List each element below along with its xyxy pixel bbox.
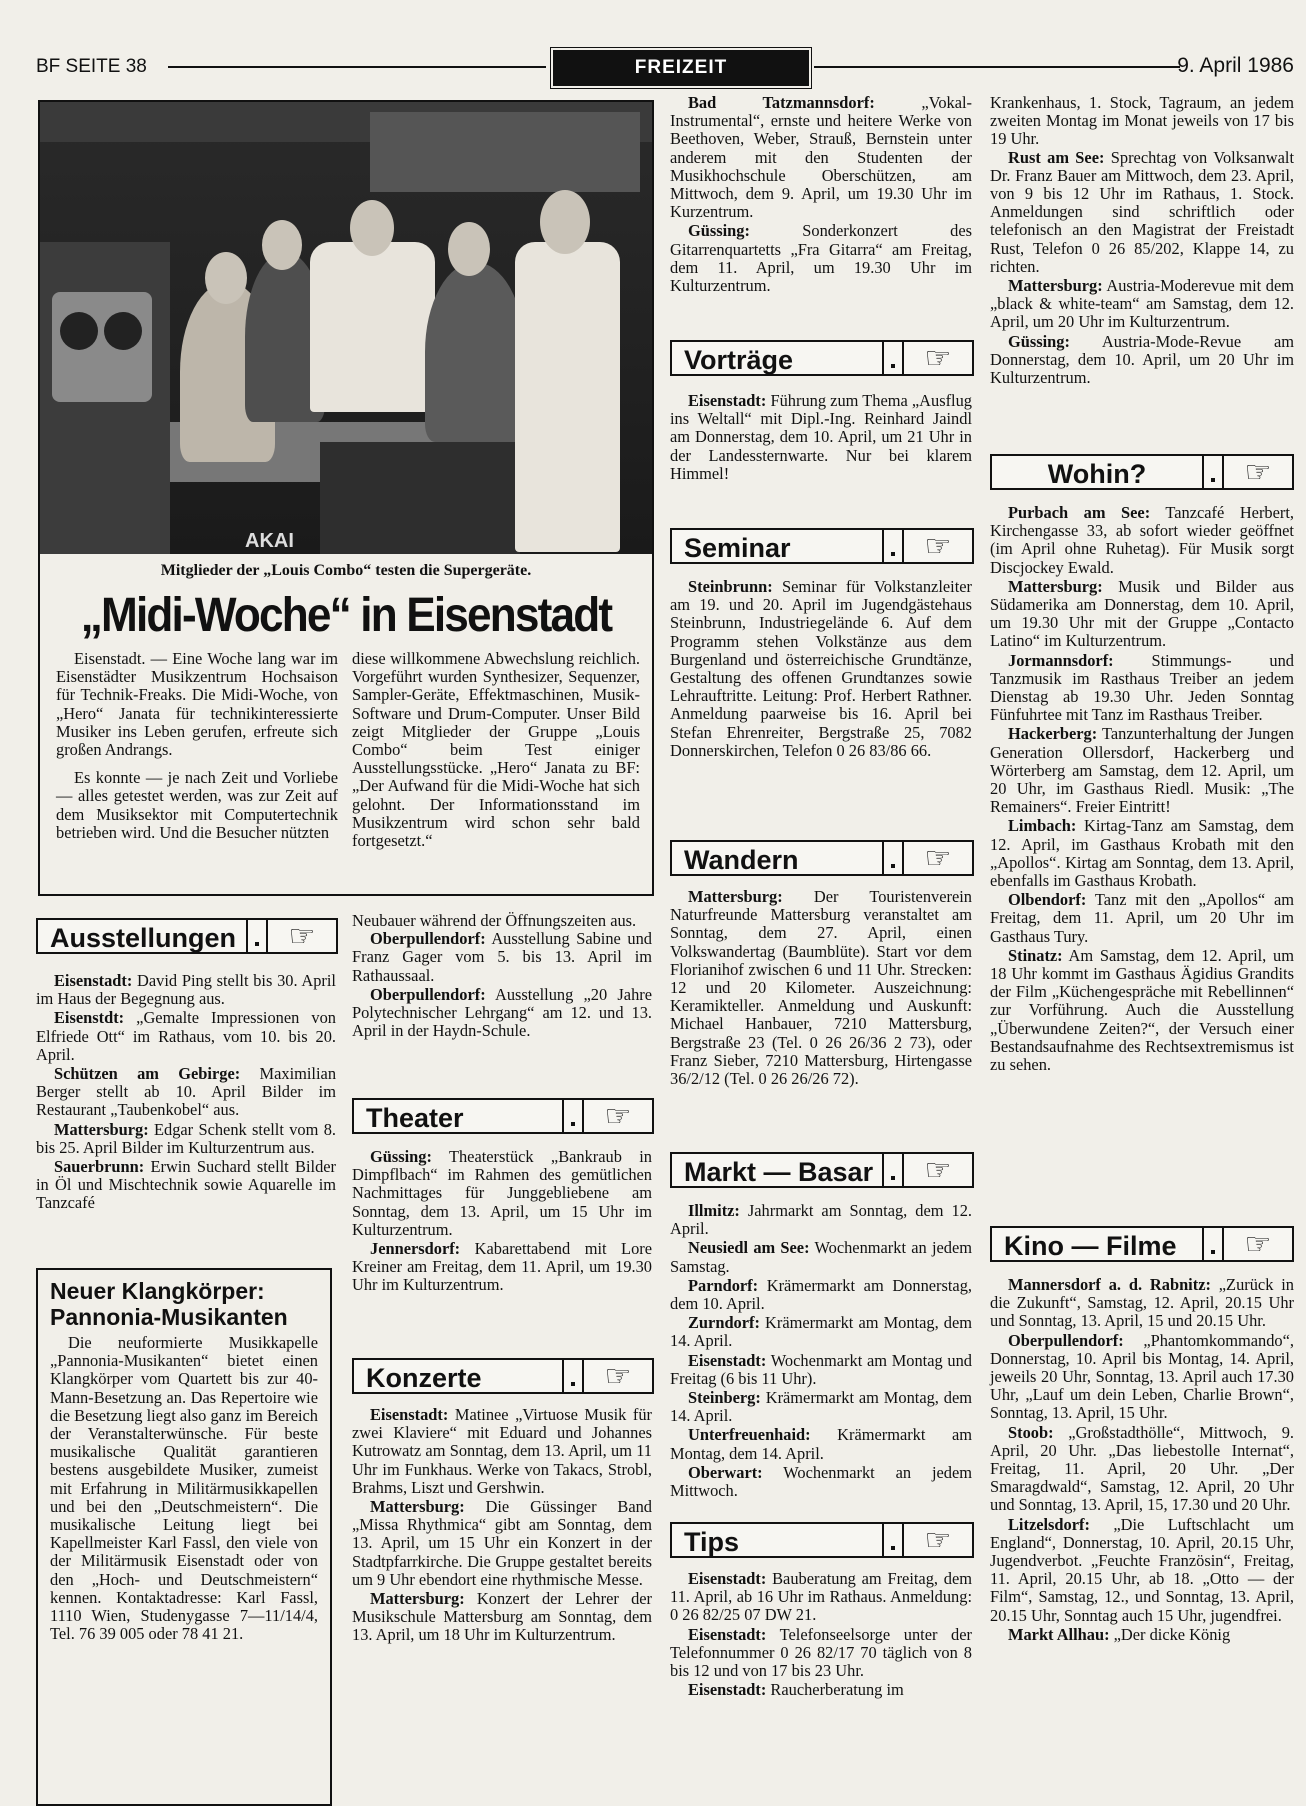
listing-entry: [990, 947, 1294, 1074]
listing-entry: [352, 1240, 652, 1295]
listing-text: Raucherberatung im: [766, 1680, 904, 1700]
listing-text: „Phantomkommando“, Donnerstag, 10. April bis Montag, 14. April, jeweils 20 Uhr, Sonntag, 13. April auch 17.30 Uhr, „Lauf um dein Leben, Charlie Brown“, Sonntag, 13. April, 15 Uhr.: [990, 1330, 1294, 1423]
listing-text: David Ping stellt bis 30. April im Haus der Begegnung aus.: [36, 971, 336, 1009]
listing-text: Konzert der Lehrer der Musikschule Mattersburg am Sonntag, dem 13. April, um 18 Uhr im Kulturzentrum.: [352, 1589, 652, 1645]
listing-text: Die Güssinger Band „Missa Rhythmica“ gibt am Sonntag, dem 13. April, um 15 Uhr ein Konzert in der Stadtpfarrkirche. Die Gruppe gestaltet bereits um 9 Uhr ebendort eine rhythmische Messe.: [352, 1497, 652, 1589]
story-paragraph: Eisenstadt. — Eine Woche lang war im Eisenstädter Musikzentrum Hochsaison für Technik-Freaks. Die Midi-Woche, von „Hero“ Janata für technikinteressierte Musiker ins Leben gerufen, erfreute sich großen Andrangs.: [56, 649, 338, 760]
listing-entry: [670, 1352, 972, 1388]
listing-place: Jormannsdorf:: [1008, 650, 1114, 670]
pointing-hand-icon: ☞: [584, 1358, 654, 1394]
listing-place: Steinberg:: [688, 1388, 761, 1408]
listing-text: Der Touristenverein Naturfreunde Mattersburg veranstaltet am Sonntag, dem 27. April, einen Volkswandertag (Baumblüte). Start vor dem Florianihof zwischen 6 und 11 Uhr. Strecken: 12 und 20 Kilometer. Auszeichnung: Keramikteller. Anmeldung und Auskunft: Michael Hanbauer, 7210 Mattersburg, Bergstraße 23 (Tel. 0 26 26/36 2 73), oder Franz Sieber, 7210 Mattersburg, Hirtengasse 36/2/12 (Tel. 0 26 26/26 72).: [670, 887, 972, 1089]
listing-place: Güssing:: [370, 1147, 432, 1166]
listing-place: Illmitz:: [688, 1201, 740, 1220]
listing-text: Wochenmarkt an jedem Mittwoch.: [670, 1462, 972, 1501]
listing-place: Eisenstadt:: [688, 1569, 767, 1588]
listing-entry: [36, 1121, 336, 1157]
listing-place: Sauerbrunn:: [54, 1157, 145, 1177]
listing-place: Hackerberg:: [1008, 724, 1098, 744]
listing-text: Austria-Mode-Revue am Donnerstag, dem 10. April, um 20 Uhr im Kulturzentrum.: [990, 331, 1294, 388]
listing-entry: [352, 1590, 652, 1645]
listing-text: Austria-Moderevue mit dem „black & white-team“ am Samstag, dem 12. April, um 20 Uhr im Kulturzentrum.: [990, 276, 1294, 332]
klang-title: Neuer Klangkörper: Pannonia-Musikanten: [50, 1278, 288, 1330]
listing-place: Eisenstadt:: [688, 1624, 767, 1644]
listing-entry: [36, 1009, 336, 1064]
listing-text: Krämermarkt am Montag, dem 14. April.: [670, 1388, 972, 1426]
category-label: Seminar: [670, 528, 884, 564]
listing-text: Musik und Bilder aus Südamerika am Donnerstag, dem 10. April, um 19.30 Uhr mit der Gruppe „Contacto Latino“ im Kulturzentrum.: [990, 576, 1294, 651]
story-headline: „Midi-Woche“ in Eisenstadt: [80, 589, 612, 642]
listing-text: Tanzcafé Herbert, Kirchengasse 33, ab sofort wieder geöffnet (im April ohne Ruhetag). Für Musik sorgt Discjockey Ewald.: [990, 503, 1294, 577]
listing-place: Litzelsdorf:: [1008, 1514, 1090, 1534]
category-label: Vorträge: [670, 340, 884, 376]
listing-place: Eisenstadt:: [688, 1350, 767, 1370]
listing-text: Krankenhaus, 1. Stock, Tagraum, an jedem zweiten Montag im Monat jeweils von 17 bis 19 Uhr.: [990, 93, 1294, 149]
page-header: [36, 50, 1294, 86]
listing-text: Neubauer während der Öffnungszeiten aus.: [352, 911, 637, 930]
markt-list: [670, 1202, 972, 1501]
vortraege-list: [670, 392, 972, 484]
listing-place: Markt Allhau:: [1008, 1624, 1110, 1644]
listing-place: Oberpullendorf:: [370, 984, 486, 1004]
listing-place: Eisenstadt:: [688, 391, 767, 410]
listing-text: „Zurück in die Zukunft“, Samstag, 12. April, 20.15 Uhr und Sonntag, 13. April, 15 und 20.15 Uhr.: [990, 1275, 1294, 1331]
listing-place: Bad Tatzmannsdorf:: [688, 93, 875, 112]
story-paragraph: diese willkommene Abwechslung reichlich. Vorgeführt wurden Synthesizer, Sequenzer, Sampler-Geräte, Effektmaschinen, Musik-Software und Drum-Computer. Unser Bild zeigt Mitglieder der Gruppe „Louis Combo“ beim Test einiger Ausstellungsstücke. „Hero“ Janata zu BF: „Der Aufwand für die Midi-Woche hat sich gelohnt. Der Informationsstand im Musikzentrum wird schon sehr bald fortgesetzt.“: [352, 649, 640, 851]
listing-entry: [670, 1314, 972, 1350]
listing-entry: [670, 1570, 972, 1625]
listing-entry: [670, 1626, 972, 1681]
listing-place: Limbach:: [1008, 816, 1077, 836]
category-dot: [564, 1098, 584, 1134]
pointing-hand-icon: ☞: [904, 1522, 974, 1558]
listing-text: Telefonseelsorge unter der Telefonnummer 0 26 82/17 70 täglich von 8 bis 12 und von 17 bis 23 Uhr.: [670, 1624, 972, 1681]
listing-place: Oberpullendorf:: [1008, 1330, 1124, 1350]
listing-entry: [352, 930, 652, 985]
category-label: Kino — Filme: [990, 1226, 1204, 1262]
wohin-list: [990, 504, 1294, 1075]
listing-entry: [670, 1426, 972, 1462]
listing-entry: [990, 277, 1294, 332]
listing-entry: [352, 912, 652, 930]
listing-text: Sprechtag von Volksanwalt Dr. Franz Bauer am Mittwoch, dem 23. April, von 9 bis 12 Uhr im Rathaus, 1. Stock. Anmeldungen sind schriftlich oder telefonisch an den Magistrat der Freistadt Rust, Telefon 0 26 85/202, Klappe 14, zu richten.: [990, 147, 1294, 276]
listing-place: Mattersburg:: [688, 887, 783, 906]
konzerte-list: [352, 1406, 652, 1646]
listing-place: Olbendorf:: [1008, 890, 1087, 910]
listing-text: „Großstadthölle“, Mittwoch, 9. April, 20 Uhr. „Das liebestolle Internat“, Freitag, 11. April, 20 Uhr. „Der Smaragdwald“, Samstag, 12. April, 20 Uhr und Sonntag, 13. April, 15, 17.30 und 20 Uhr.: [990, 1422, 1294, 1515]
listing-place: Mattersburg:: [1008, 276, 1103, 296]
listing-entry: [670, 578, 972, 760]
listing-entry: [990, 149, 1294, 276]
category-label: Wandern: [670, 840, 884, 876]
category-dot: [564, 1358, 584, 1394]
issue-date: 9. April 1986: [1177, 54, 1294, 77]
section-label: FREIZEIT: [553, 50, 809, 86]
column-3-top: [670, 94, 972, 296]
listing-entry: [990, 1332, 1294, 1423]
pointing-hand-icon: ☞: [268, 918, 338, 954]
listing-text: „Die Luftschlacht um England“, Donnerstag, 10. April, 20.15 Uhr, Jugendverbot. „Feuchte Französin“, Freitag, 11. April, 20.15 Uhr, ab 18. „Otto — der Film“, Samstag, 12., und Sonntag, 13. April, 20.15 Uhr, Sonntag auch 15 Uhr, jugendfrei.: [990, 1514, 1294, 1625]
listing-text: Wochenmarkt am Montag und Freitag (6 bis 11 Uhr).: [670, 1350, 972, 1388]
listing-text: „Gemalte Impressionen von Elfriede Ott“ im Rathaus, vom 10. bis 20. April.: [36, 1008, 336, 1064]
listing-entry: [990, 1516, 1294, 1625]
ausstellungen-list: [36, 972, 336, 1214]
listing-text: Kabarettabend mit Lore Kreiner am Freitag, dem 11. April, um 19.30 Uhr im Kulturzentrum.: [352, 1239, 652, 1295]
listing-entry: [990, 1276, 1294, 1331]
listing-entry: [990, 94, 1294, 149]
category-dot: [884, 528, 904, 564]
listing-text: Seminar für Volkstanzleiter am 19. und 20. April im Jugendgästehaus Steinbrunn, Industriegelände 6. Auf dem Programm stehen Volkstänze aus dem Burgenland und österreichische Grundtänze, Gestaltung des offenen Grundtanzes sowie Lehrauftritte. Leitung: Prof. Herbert Rathner. Anmeldung paarweise bis 16. April bei Stefan Ehrenreiter, Bergstraße 25, 7082 Donnerskirchen, Telefon 0 26 83/86 66.: [670, 577, 972, 760]
listing-entry: [670, 1239, 972, 1275]
category-dot: [884, 1522, 904, 1558]
listing-text: Wochenmarkt an jedem Samstag.: [670, 1238, 972, 1276]
listing-entry: [670, 888, 972, 1088]
akai-logo: AKAI: [245, 530, 294, 552]
listing-place: Mannersdorf a. d. Rabnitz:: [1008, 1275, 1211, 1294]
listing-place: Eisenstadt:: [54, 971, 133, 990]
seminar-list: [670, 578, 972, 761]
listing-text: Sonderkonzert des Gitarrenquartetts „Fra Gitarra“ am Freitag, dem 11. April, um 19.30 Uhr im Kulturzentrum.: [670, 221, 972, 296]
pointing-hand-icon: ☞: [1224, 1226, 1294, 1262]
story-column-1: [56, 650, 338, 843]
pointing-hand-icon: ☞: [1224, 454, 1294, 490]
pointing-hand-icon: ☞: [584, 1098, 654, 1134]
listing-text: Am Samstag, dem 12. April, um 18 Uhr kommt im Gasthaus Ägidius Grandits der Film „Küchengespräche mit Rebellinnen“ zur Vorführung. Auch die Ausstellung „Überwundene Zeiten?“, der Versuch einer Bestandsaufnahme des Rechtsextremismus ist zu sehen.: [990, 945, 1294, 1075]
listing-text: Führung zum Thema „Ausflug ins Weltall“ mit Dipl.-Ing. Reinhard Jaindl am Donnerstag, dem 10. April, um 21 Uhr in der Landessternwarte. Nur bei klarem Himmel!: [670, 391, 972, 483]
listing-place: Parndorf:: [688, 1275, 759, 1295]
listing-text: Jahrmarkt am Sonntag, dem 12. April.: [670, 1201, 972, 1239]
listing-entry: [352, 1148, 652, 1239]
page-number: BF SEITE 38: [36, 56, 147, 77]
listing-text: Krämermarkt am Montag, dem 14. April.: [670, 1425, 972, 1463]
category-label: Wohin?: [990, 454, 1204, 490]
listing-entry: [990, 578, 1294, 651]
theater-list: [352, 1148, 652, 1296]
listing-place: Güssing:: [1008, 331, 1070, 351]
listing-place: Mattersburg:: [370, 1497, 465, 1517]
photo-caption: Mitglieder der „Louis Combo“ testen die Supergeräte.: [160, 562, 532, 579]
listing-entry: [990, 652, 1294, 725]
listing-entry: [990, 725, 1294, 816]
listing-entry: [670, 1464, 972, 1500]
header-rule-left: [168, 66, 546, 68]
listing-place: Schützen am Gebirge:: [54, 1064, 241, 1084]
listing-place: Rust am See:: [1008, 147, 1105, 167]
listing-entry: [990, 504, 1294, 577]
listing-text: Tanz mit den „Apollos“ am Freitag, dem 11. April, um 20 Uhr im Gasthaus Tury.: [990, 890, 1294, 946]
listing-place: Eisenstadt:: [688, 1680, 767, 1700]
listing-text: Krämermarkt am Montag, dem 14. April.: [670, 1313, 972, 1351]
listing-place: Eisenstdt:: [54, 1008, 125, 1028]
category-dot: [1204, 454, 1224, 490]
listing-text: Stimmungs- und Tanzmusik im Rasthaus Treiber an jedem Dienstag ab 19.30 Uhr. Jeden Sonntag Fünfuhrtee mit Tanz im Rasthaus Treiber.: [990, 650, 1294, 725]
listing-entry: [352, 1498, 652, 1589]
listing-entry: [670, 1389, 972, 1425]
story-column-2: [352, 650, 640, 850]
header-rule-right: [814, 66, 1180, 68]
listing-place: Oberwart:: [688, 1462, 763, 1482]
listing-entry: [990, 333, 1294, 388]
category-dot: [884, 1152, 904, 1188]
listing-place: Jennersdorf:: [370, 1239, 461, 1259]
listing-text: Theaterstück „Bankraub in Dimpflbach“ im Rahmen des gemütlichen Nachmittages für Junggebliebene am Sonntag, dem 13. April, um 15 Uhr im Kulturzentrum.: [352, 1147, 652, 1239]
listing-place: Zurndorf:: [688, 1313, 760, 1333]
listing-entry: [990, 817, 1294, 890]
listing-entry: [36, 972, 336, 1008]
pointing-hand-icon: ☞: [904, 528, 974, 564]
klang-body: Die neuformierte Musikkapelle „Pannonia-Musikanten“ bietet einen Klangkörper vom Quartett bis zur 40-Mann-Besetzung an. Das Repertoire wie die Besetzung liegt also ganz im Bereich der Veranstalterwünsche. Für beste musikalische Qualität garantieren bestens ausgebildete Musiker, zumeist mit Erfahrung in Militärmusikkapellen und bei den „Deutschmeistern“. Die musikalische Leitung liegt bei Kapellmeister Karl Fassl, den viele von der Militärmusik Eisenstadt oder von den „Hoch- und Deutschmeistern“ kennen. Kontaktadresse: Karl Fassl, 1110 Wien, Studenygasse 7—11/14/4, Tel. 76 39 005 oder 78 41 21.: [50, 1333, 318, 1644]
category-dot: [1204, 1226, 1224, 1262]
listing-place: Unterfreuenhaid:: [688, 1425, 811, 1445]
pointing-hand-icon: ☞: [904, 840, 974, 876]
kino-list: [990, 1276, 1294, 1645]
listing-text: Ausstellung „20 Jahre Polytechnischer Lehrgang“ am 12. und 13. April in der Haydn-Schule.: [352, 984, 652, 1041]
listing-text: Edgar Schenk stellt vom 8. bis 25. April Bilder im Kulturzentrum aus.: [36, 1119, 336, 1157]
listing-text: Ausstellung Sabine und Franz Gager vom 5. bis 13. April im Rathaussaal.: [352, 929, 652, 985]
wandern-list: [670, 888, 972, 1089]
listing-text: Maximilian Berger stellt ab 10. April Bilder im Restaurant „Taubenkobel“ aus.: [36, 1064, 337, 1120]
listing-text: Bauberatung am Freitag, dem 11. April, ab 16 Uhr im Rathaus. Anmeldung: 0 26 82/25 07 DW 21.: [670, 1569, 972, 1625]
listing-entry: [990, 891, 1294, 946]
listing-entry: [670, 1681, 972, 1699]
listing-place: Stoob:: [1008, 1422, 1054, 1442]
category-label: Theater: [352, 1098, 564, 1134]
category-label: Konzerte: [352, 1358, 564, 1394]
category-dot: [884, 840, 904, 876]
listing-text: Kirtag-Tanz am Samstag, dem 12. April, im Gasthaus Krobath mit den „Apollos“. Kirtag am Sonntag, dem 13. April, ebenfalls im Gasthaus Krobath.: [990, 816, 1294, 891]
listing-entry: [352, 986, 652, 1041]
listing-text: Tanzunterhaltung der Jungen Generation Ollersdorf, Hackerberg und Wörterberg am Samstag, dem 12. April, um 20 Uhr, im Gasthaus Riedl. Musik: „The Remainers“. Freier Eintritt!: [990, 724, 1294, 817]
listing-entry: [36, 1158, 336, 1213]
listing-entry: [670, 222, 972, 295]
listing-entry: [990, 1424, 1294, 1515]
category-label: Markt — Basar: [670, 1152, 884, 1188]
listing-entry: [670, 392, 972, 483]
listing-text: Matinee „Virtuose Musik für zwei Klaviere“ mit Eduard und Johannes Kutrowatz am Sonntag, dem 13. April, um 11 Uhr im Funkhaus. Werke von Takacs, Strobl, Brahms, Liszt und Gershwin.: [352, 1405, 652, 1497]
listing-entry: [670, 94, 972, 221]
category-dot: [884, 340, 904, 376]
listing-text: Erwin Suchard stellt Bilder in Öl und Mischtechnik sowie Aquarelle im Tanzcafé: [36, 1157, 336, 1213]
category-dot: [248, 918, 268, 954]
listing-place: Purbach am See:: [1008, 503, 1151, 522]
listing-text: „Vokal-Instrumental“, ernste und heitere Werke von Beethoven, Weber, Strauß, Bernstein unter anderem mit den Studenten der Musikhochschule Oberschützen, am Mittwoch, dem 9. April, um 19.30 Uhr im Kurzentrum.: [670, 93, 972, 222]
listing-entry: [990, 1626, 1294, 1644]
tips-list: [670, 1570, 972, 1700]
listing-place: Güssing:: [688, 221, 750, 241]
listing-place: Mattersburg:: [370, 1589, 465, 1609]
listing-text: „Der dicke König: [1109, 1624, 1231, 1644]
column-4-top: [990, 94, 1294, 388]
column-2-continued: [352, 912, 652, 1041]
listing-place: Mattersburg:: [1008, 576, 1103, 596]
listing-entry: [670, 1202, 972, 1238]
listing-place: Stinatz:: [1008, 945, 1063, 965]
listing-place: Mattersburg:: [54, 1119, 149, 1139]
pointing-hand-icon: ☞: [904, 340, 974, 376]
listing-entry: [352, 1406, 652, 1497]
listing-text: Krämermarkt am Donnerstag, dem 10. April.: [670, 1275, 972, 1314]
listing-place: Eisenstadt:: [370, 1405, 449, 1424]
band-photo: [38, 100, 654, 558]
category-label: Tips: [670, 1522, 884, 1558]
listing-place: Neusiedl am See:: [688, 1238, 810, 1258]
story-box: [38, 554, 654, 896]
listing-entry: [670, 1277, 972, 1313]
listing-place: Steinbrunn:: [688, 577, 773, 596]
klang-box: [36, 1268, 332, 1806]
listing-entry: [36, 1065, 336, 1120]
story-paragraph: Es konnte — je nach Zeit und Vorliebe — alles getestet werden, was zur Zeit auf dem Musiksektor mit Computertechnik betrieben wird. Und die Besucher nützten: [56, 768, 338, 842]
category-label: Ausstellungen: [36, 918, 248, 954]
listing-place: Oberpullendorf:: [370, 929, 486, 949]
pointing-hand-icon: ☞: [904, 1152, 974, 1188]
